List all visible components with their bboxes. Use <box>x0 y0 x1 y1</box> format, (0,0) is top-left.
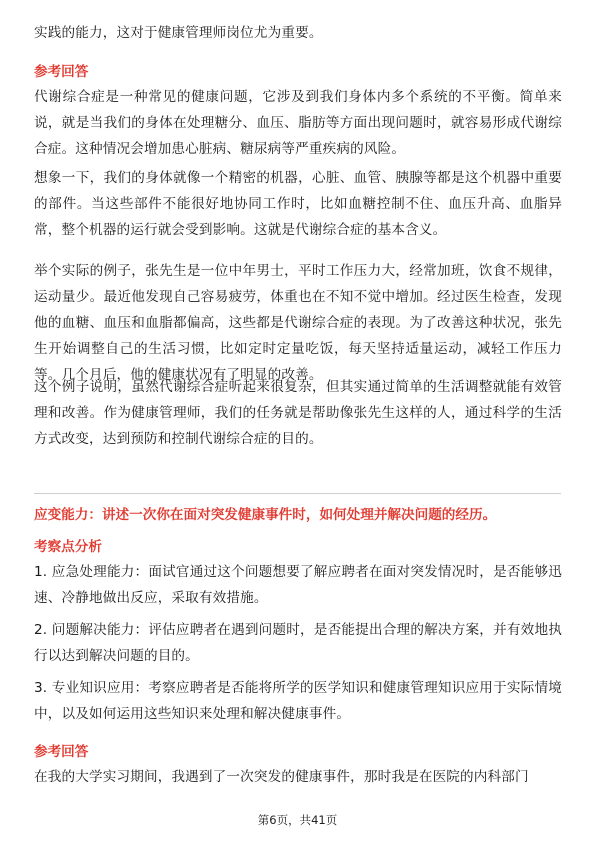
analysis-point: 3. 专业知识应用：考察应聘者是否能将所学的医学知识和健康管理知识应用于实际情境中，以及如何运用这些知识来处理和解决健康事件。 <box>34 680 562 722</box>
analysis-point: 1. 应急处理能力：面试官通过这个问题想要了解应聘者在面对突发情况时，是否能够迅速、冷静地做出反应，采取有效措施。 <box>34 564 562 606</box>
answer2-paragraph: 在我的大学实习期间，我遇到了一次突发的健康事件，那时我是在医院的内科部门 <box>34 769 529 785</box>
answer1-paragraph: 这个例子说明，虽然代谢综合症听起来很复杂，但其实通过简单的生活调整就能有效管理和改善。作为健康管理师，我们的任务就是帮助像张先生这样的人，通过科学的生活方式改变，达到预防和控制代谢综合症的目的。 <box>34 379 562 447</box>
question2-title: 应变能力：讲述一次你在面对突发健康事件时，如何处理并解决问题的经历。 <box>34 507 497 523</box>
analysis-point: 2. 问题解决能力：评估应聘者在遇到问题时，是否能提出合理的解决方案，并有效地执行以达到解决问题的目的。 <box>34 622 562 664</box>
answer1-heading: 参考回答 <box>34 64 89 80</box>
answer2-heading: 参考回答 <box>34 744 89 760</box>
page-number: 第6页，共41页 <box>257 813 338 827</box>
answer1-paragraph: 想象一下，我们的身体就像一个精密的机器，心脏、血管、胰腺等都是这个机器中重要的部件。当这些部件不能很好地协同工作时，比如血糖控制不住、血压升高、血脂异常，整个机器的运行就会受到影响。这就是代谢综合症的基本含义。 <box>34 170 562 238</box>
intro-tail-paragraph: 实践的能力，这对于健康管理师岗位尤为重要。 <box>34 25 323 41</box>
section-divider <box>34 493 561 494</box>
answer1-paragraph: 举个实际的例子，张先生是一位中年男士，平时工作压力大，经常加班，饮食不规律，运动量少。最近他发现自己容易疲劳，体重也在不知不觉中增加。经过医生检查，发现他的血糖、血压和血脂都偏高，这些都是代谢综合症的表现。为了改善这种状况，张先生开始调整自己的生活习惯，比如定时定量吃饭，每天坚持适量运动，减轻工作压力等。几个月后，他的健康状况有了明显的改善。 <box>34 263 562 383</box>
analysis-heading: 考察点分析 <box>34 539 102 555</box>
answer1-paragraph: 代谢综合症是一种常见的健康问题，它涉及到我们身体内多个系统的不平衡。简单来说，就是当我们的身体在处理糖分、血压、脂肪等方面出现问题时，就容易形成代谢综合症。这种情况会增加患心脏病、糖尿病等严重疾病的风险。 <box>34 89 562 157</box>
